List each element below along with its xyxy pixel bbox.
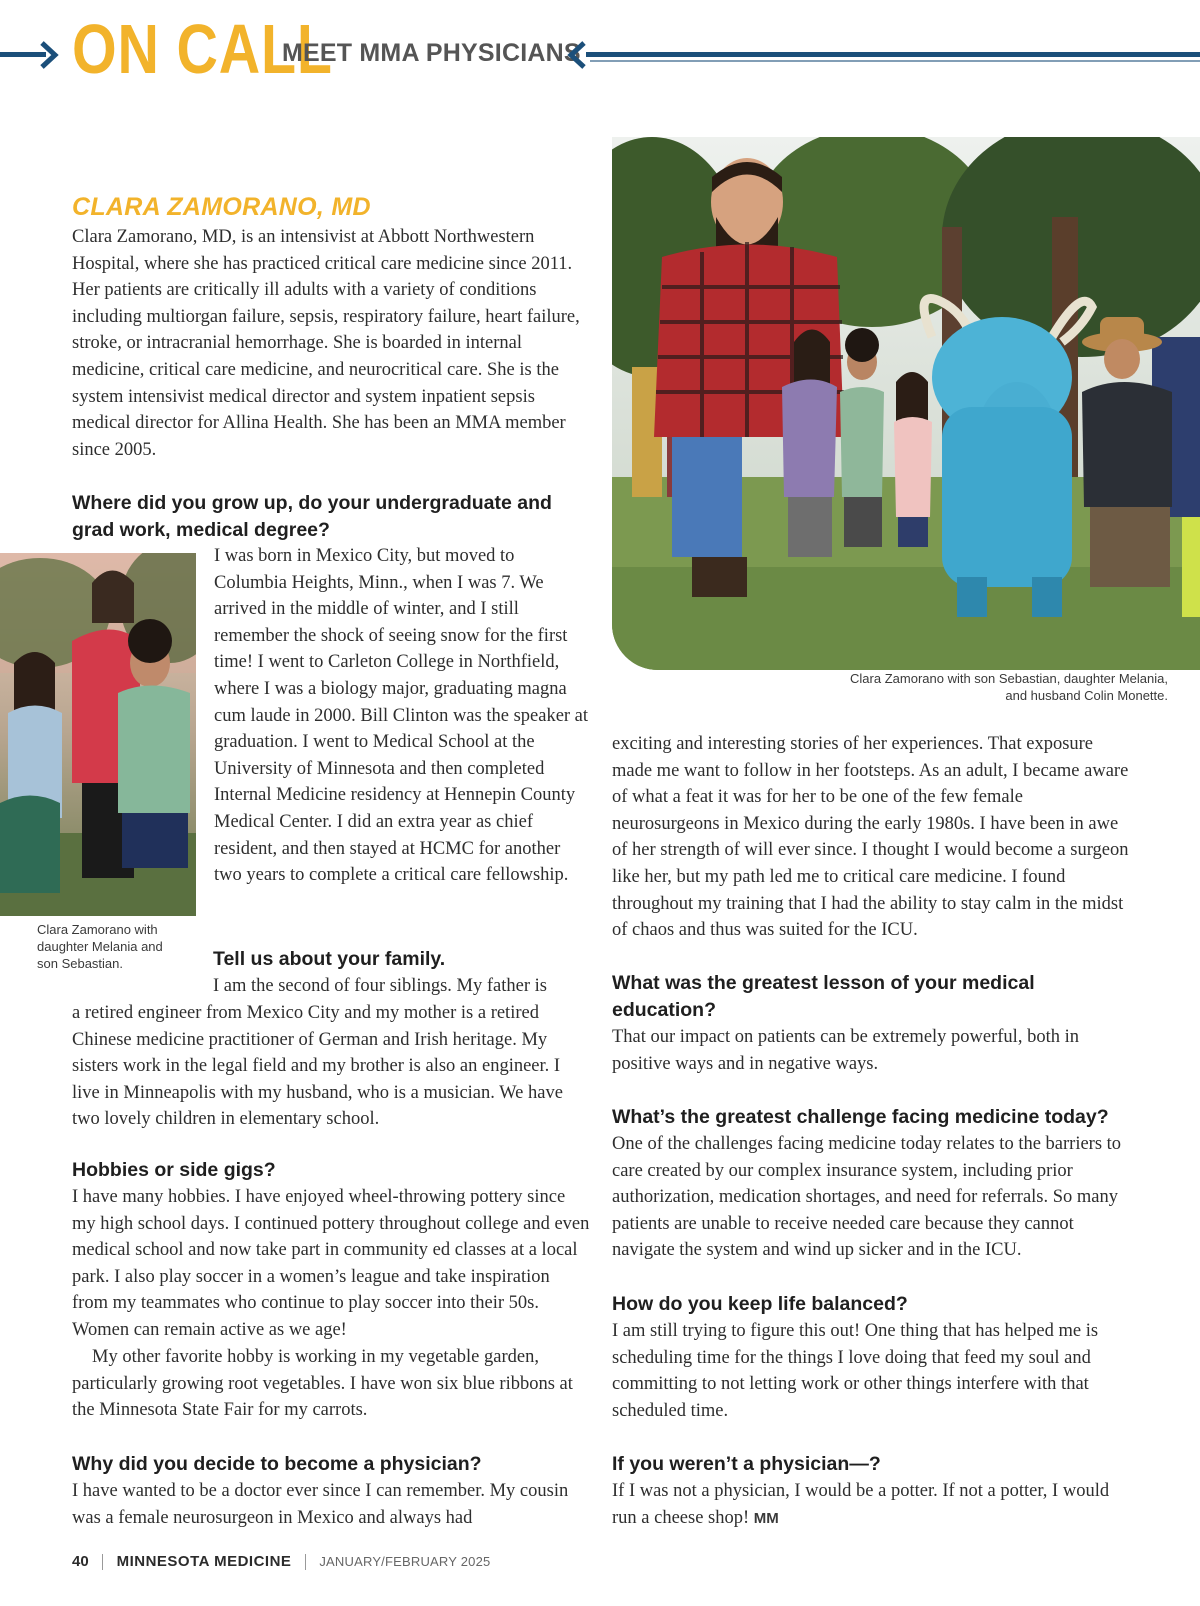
caption-kids-photo: Clara Zamorano with daughter Melania and son Sebastian.: [37, 922, 163, 971]
photo-kids: [0, 553, 196, 916]
page-footer: [72, 1553, 490, 1573]
caption-family-photo: Clara Zamorano with son Sebastian, daughter Melania, and husband Colin Monette.: [850, 671, 1168, 703]
question-hobbies: Hobbies or side gigs?: [72, 1159, 276, 1181]
answer-grow-up: I was born in Mexico City, but moved to Columbia Heights, Minn., when I was 7. We arrived in the middle of winter, and I still remember the shock of seeing snow for the first time! I went to Carleton College in Northfield, where I was a biology major, graduating magna cum laude in 2000. Bill Clinton was the speaker at graduation. I went to Medical School at the University of Minnesota and then completed Internal Medicine residency at Hennepin County Medical Center. I did an extra year as chief resident, and then stayed at HCMC for another two years to complete a critical care fellowship.: [214, 546, 589, 886]
question-why-physician: Why did you decide to become a physician?: [72, 1453, 482, 1475]
question-lesson: What was the greatest lesson of your medical education?: [612, 972, 1035, 1021]
answer-why-physician-start: I have wanted to be a doctor ever since I can remember. My cousin was a female neurosurgeon in Mexico and always had: [72, 1481, 569, 1528]
photo-family-fair: [612, 137, 1200, 670]
end-mark: MM: [753, 1509, 779, 1527]
question-balance: How do you keep life balanced?: [612, 1293, 908, 1315]
question-grow-up: Where did you grow up, do your undergraduate and grad work, medical degree?: [72, 492, 552, 541]
answer-lesson: That our impact on patients can be extremely powerful, both in positive ways and in negative ways.: [612, 1027, 1079, 1074]
answer-not-physician: [612, 1478, 1132, 1532]
header-rule-right-thin: [590, 60, 1200, 62]
answer-balance: I am still trying to figure this out! One thing that has helped me is scheduling time for the things I love doing that feed my soul and committing to not letting work or other things interfere with that scheduled time.: [612, 1321, 1099, 1421]
answer-hobbies-p2: My other favorite hobby is working in my vegetable garden, particularly growing root vegetables. I have won six blue ribbons at the Minnesota State Fair for my carrots.: [72, 1347, 573, 1421]
question-not-physician: If you weren’t a physician—?: [612, 1453, 881, 1475]
answer-not-physician-text: If I was not a physician, I would be a potter. If not a potter, I would run a cheese shop!: [612, 1481, 1110, 1528]
footer-divider: [305, 1554, 306, 1570]
answer-hobbies-p1: I have many hobbies. I have enjoyed wheel-throwing pottery since my high school days. I continued pottery throughout college and even medical school and now take part in community ed classes at a local park. I also play soccer in a women’s league and take inspiration from my teammates who continue to play soccer into their 50s. Women can remain active as we age!: [72, 1187, 590, 1340]
section-subtitle: MEET MMA PHYSICIANS: [282, 39, 581, 67]
arrow-right-icon: [38, 40, 60, 70]
section-header: [0, 0, 1200, 100]
page-number: 40: [72, 1553, 89, 1571]
issue-date: JANUARY/FEBRUARY 2025: [319, 1554, 491, 1570]
answer-challenge: One of the challenges facing medicine today relates to the barriers to care created by our complex insurance system, including prior authorization, medication shortages, and need for referrals. So many patients are unable to receive needed care because they cannot navigate the system and wind up sicker and in the ICU.: [612, 1134, 1122, 1261]
footer-divider: [102, 1554, 103, 1570]
bio-paragraph: Clara Zamorano, MD, is an intensivist at Abbott Northwestern Hospital, where she has practiced critical care medicine since 2011. Her patients are critically ill adults with a variety of conditions including multiorgan failure, sepsis, respiratory failure, heart failure, stroke, or intracranial hemorrhage. She is boarded in internal medicine, critical care medicine, and neurocritical care. She is the system intensivist medical director and system inpatient sepsis medical director for Allina Health. She has been an MMA member since 2005.: [72, 227, 580, 460]
answer-family-start: I am the second of four siblings. My father is: [213, 976, 547, 996]
header-rule-right: [586, 52, 1200, 57]
answer-family-continued: a retired engineer from Mexico City and my mother is a retired Chinese medicine practitioner of German and Irish heritage. My sisters work in the legal field and my brother is also an engineer. I live in Minneapolis with my husband, who is a musician. We have two lovely children in elementary school.: [72, 1003, 563, 1130]
question-family: Tell us about your family.: [213, 948, 446, 970]
physician-name: CLARA ZAMORANO, MD: [72, 193, 371, 221]
magazine-name: MINNESOTA MEDICINE: [116, 1553, 292, 1571]
arrow-left-icon: [566, 40, 588, 70]
question-challenge: What’s the greatest challenge facing medicine today?: [612, 1106, 1109, 1128]
answer-why-physician-continued: exciting and interesting stories of her experiences. That exposure made me want to follow in her footsteps. As an adult, I became aware of what a feat it was for her to be one of the few female neurosurgeons in Mexico during the early 1980s. I have been in awe of her strength of will ever since. I thought I would become a surgeon like her, but my path led me to critical care medicine. I found throughout my training that I had the ability to stay calm in the midst of chaos and thus was suited for the ICU.: [612, 734, 1129, 941]
section-title: ON CALL: [72, 10, 333, 88]
